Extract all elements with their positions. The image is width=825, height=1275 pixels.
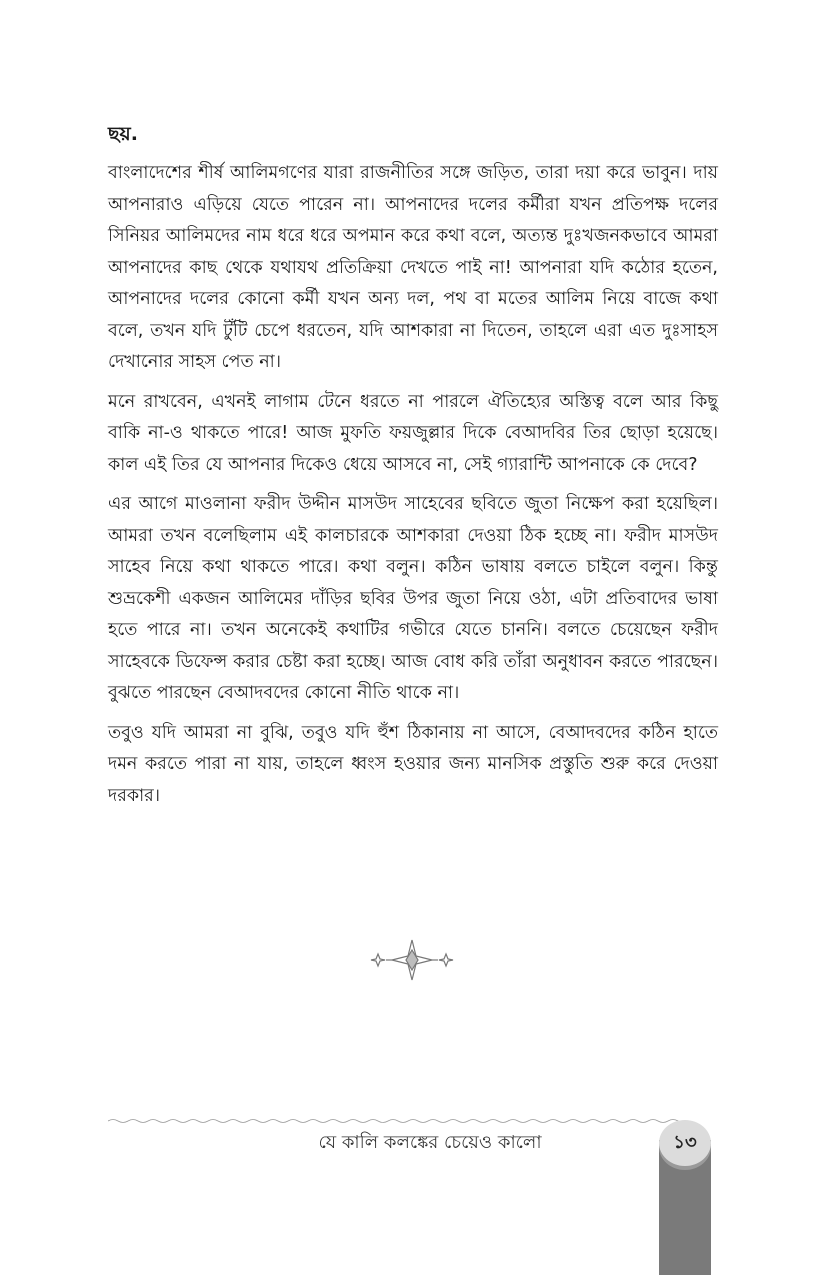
running-footer-title: যে কালি কলঙ্কের চেয়েও কালো [318,1132,542,1153]
page-number: ১৩ [659,1120,711,1166]
paragraph-3: এর আগে মাওলানা ফরীদ উদ্দীন মাসউদ সাহেবের ছবিতে জুতা নিক্ষেপ করা হয়েছিল। আমরা তখন বলেছিলাম এই কালচারকে আশকারা দেওয়া ঠিক হচ্ছে না। ফরীদ মাসউদ সাহেব নিয়ে কথা থাকতে পারে। কথা বলুন। কঠিন ভাষায় বলতে চাইলে বলুন। কিন্তু শুভ্রকেশী একজন আলিমের দাঁড়ির ছবির উপর জুতা নিয়ে ওঠা, এটা প্রতিবাদের ভাষা হতে পারে না। তখন অনেকেই কথাটির গভীরে যেতে চাননি। বলতে চেয়েছেন ফরীদ সাহেবকে ডিফেন্স করার চেষ্টা করা হচ্ছে। আজ বোধ করি তাঁরা অনুধাবন করতে পারছেন। বুঝতে পারছেন বেআদবদের কোনো নীতি থাকে না। [108,494,718,703]
paragraph-2: মনে রাখবেন, এখনই লাগাম টেনে ধরতে না পারলে ঐতিহ্যের অস্তিত্ব বলে আর কিছু বাকি না-ও থাকতে পারে! আজ মুফতি ফয়জুল্লার দিকে বেআদবির তির ছোড়া হয়েছে। কাল এই তির যে আপনার দিকেও ধেয়ে আসবে না, সেই গ্যারান্টি আপনাকে কে দেবে? [108,391,718,475]
section-heading: ছয়. [108,123,138,145]
diamond-star-ornament-icon [362,938,462,982]
page-body [108,120,718,820]
paragraph-1: বাংলাদেশের শীর্ষ আলিমগণের যারা রাজনীতির সঙ্গে জড়িত, তারা দয়া করে ভাবুন। দায় আপনারাও এড়িয়ে যেতে পারেন না। আপনাদের দলের কর্মীরা যখন প্রতিপক্ষ দলের সিনিয়র আলিমদের নাম ধরে ধরে অপমান করে কথা বলে, অত্যন্ত দুঃখজনকভাবে আমরা আপনাদের কাছ থেকে যথাযথ প্রতিক্রিয়া দেখতে পাই না! আপনারা যদি কঠোর হতেন, আপনাদের দলের কোনো কর্মী যখন অন্য দল, পথ বা মতের আলিম নিয়ে বাজে কথা বলে, তখন যদি টুঁটি চেপে ধরতেন, যদি আশকারা না দিতেন, তাহলে এরা এত দুঃসাহস দেখানোর সাহস পেত না। [108,163,718,372]
paragraph-4: তবুও যদি আমরা না বুঝি, তবুও যদি হুঁশ ঠিকানায় না আসে, বেআদবদের কঠিন হাতে দমন করতে পারা না যায়, তাহলে ধ্বংস হওয়ার জন্য মানসিক প্রস্তুতি শুরু করে দেওয়া দরকার। [108,722,718,806]
footer-divider [108,1118,688,1124]
